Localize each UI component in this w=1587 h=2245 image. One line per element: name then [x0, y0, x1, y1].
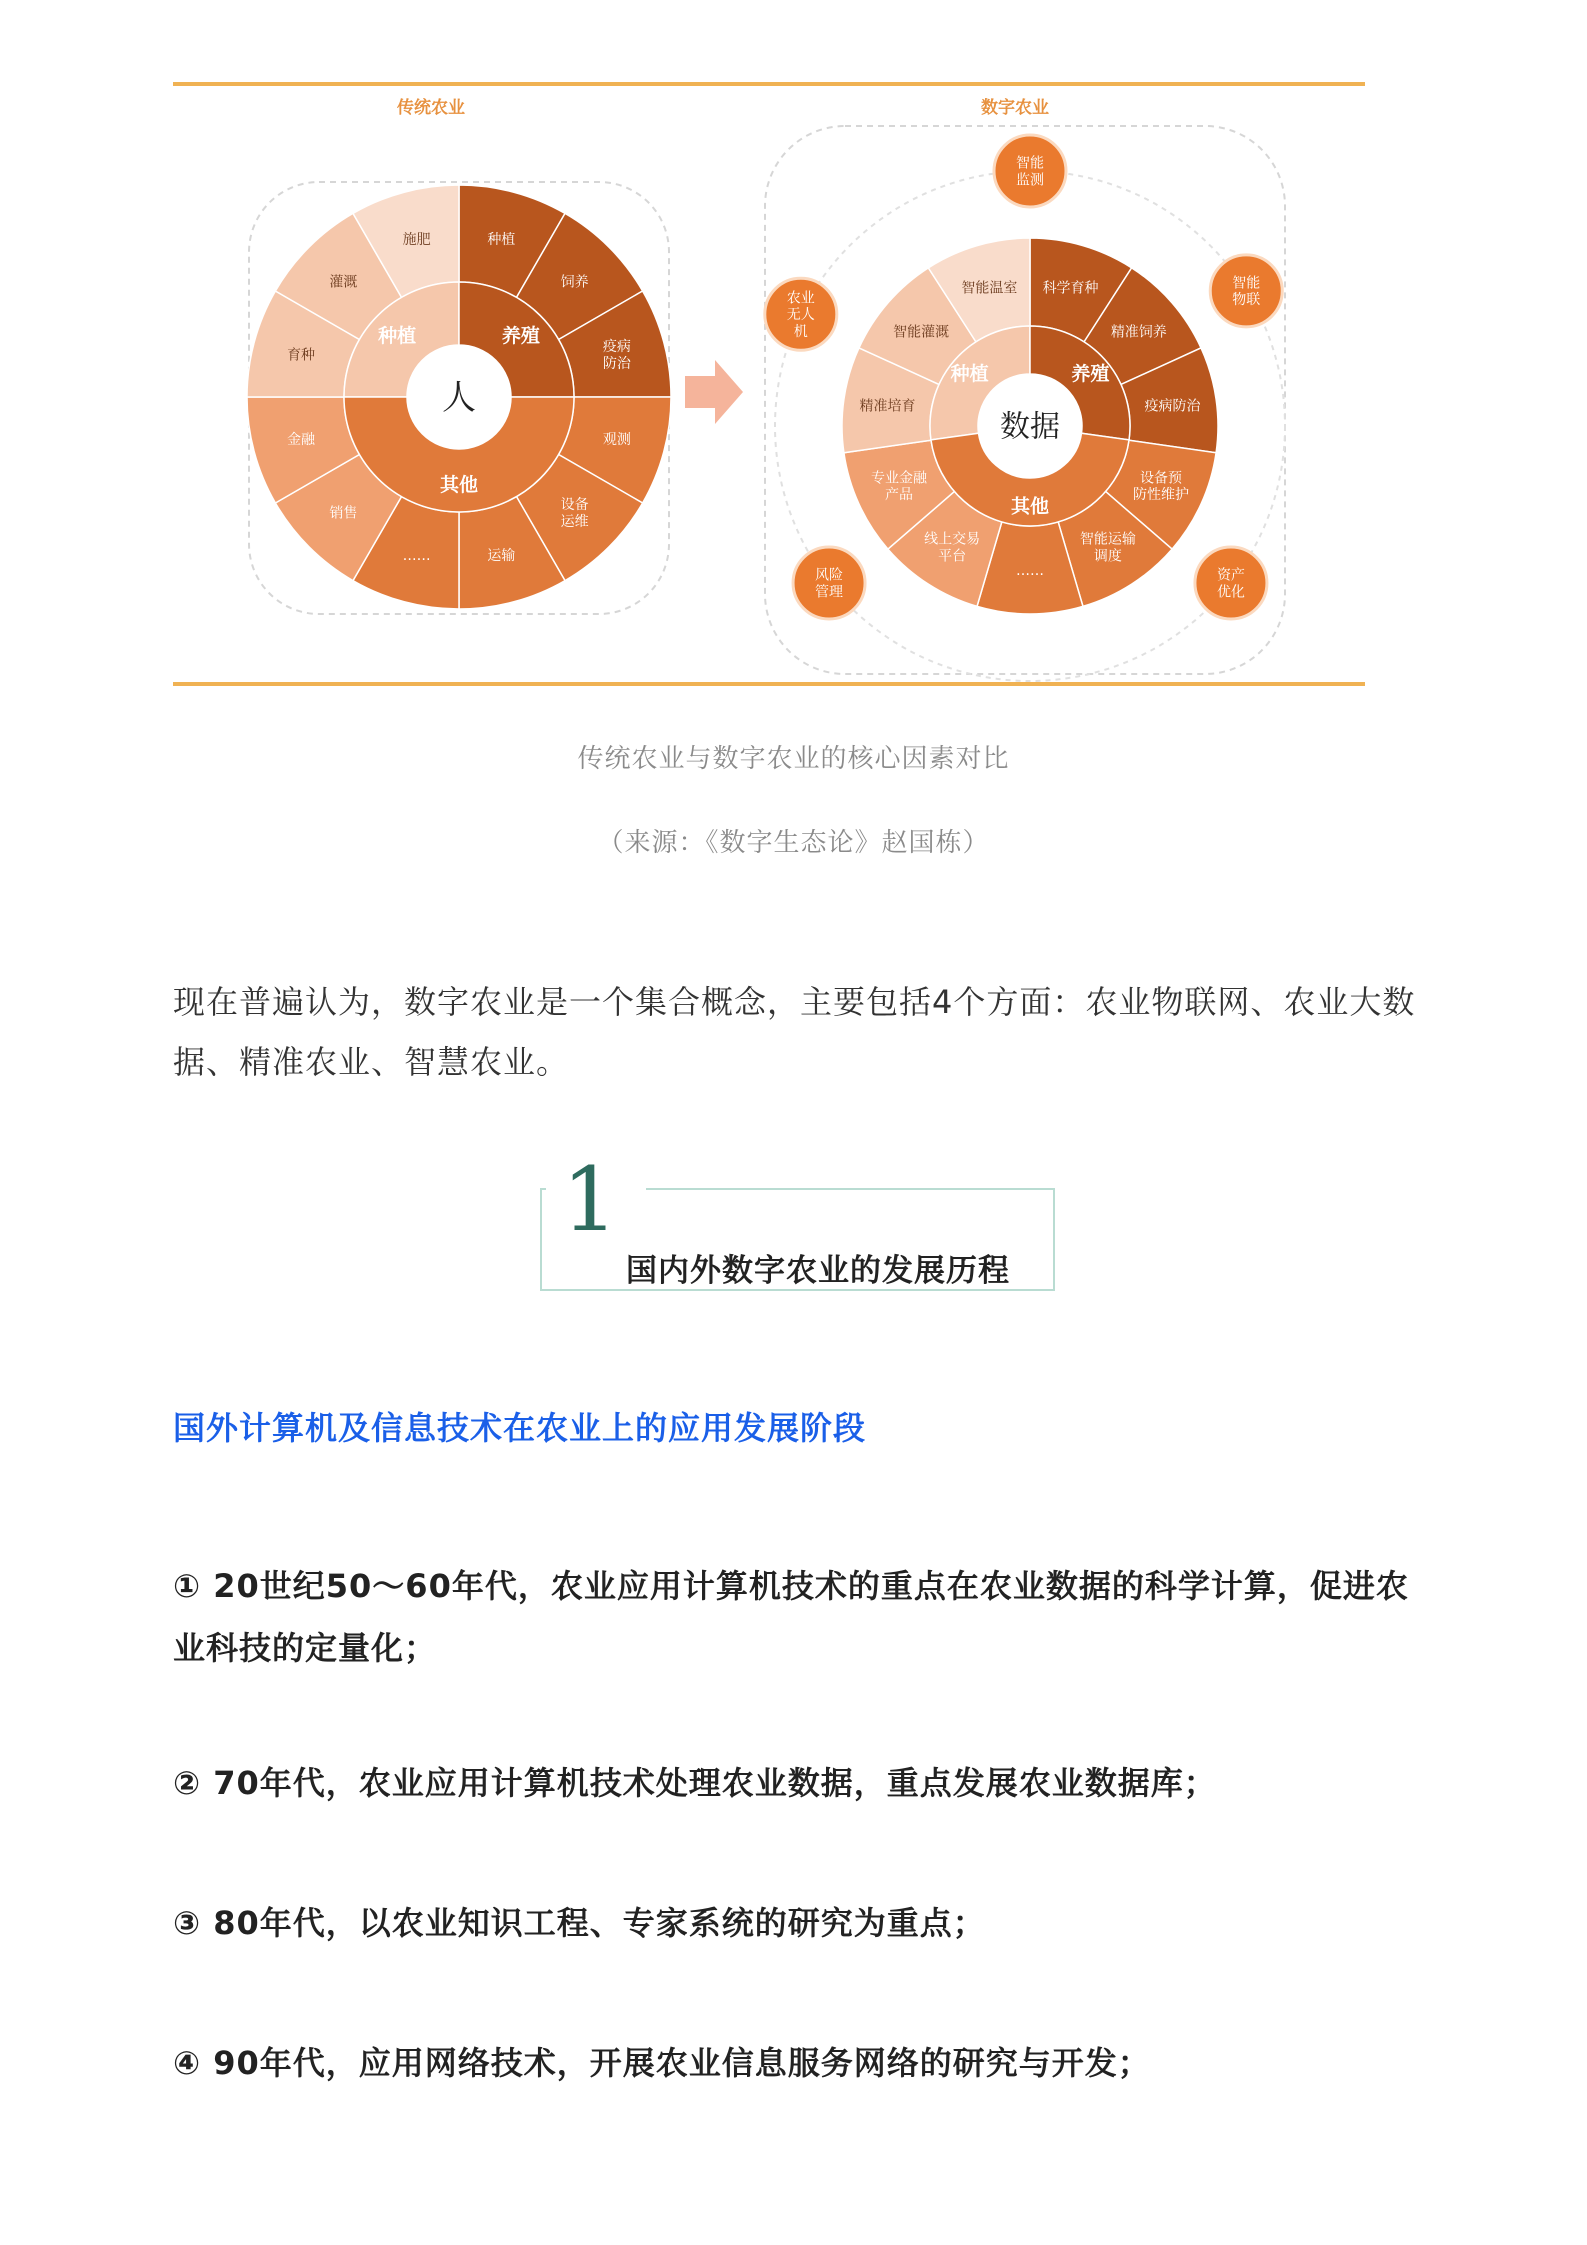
segment-label: 销售 — [329, 505, 358, 522]
segment-label: 疫病防治 — [602, 339, 631, 372]
segment-label: …… — [402, 547, 431, 564]
stage-item: ④ 90年代，应用网络技术，开展农业信息服务网络的研究与开发； — [173, 2044, 1151, 2082]
segment-label: 设备运维 — [560, 497, 589, 530]
right-panel-title: 数字农业 — [981, 98, 1049, 118]
section-title: 国内外数字农业的发展历程 — [626, 1253, 1010, 1289]
segment-label: …… — [1016, 562, 1044, 579]
category-label: 其他 — [1010, 495, 1050, 518]
segment-label: 饲养 — [560, 274, 589, 291]
segment-label: 运输 — [487, 547, 516, 564]
comparison-figure — [173, 80, 1365, 688]
figure-source: （来源：《数字生态论》赵国栋） — [597, 828, 990, 858]
segment-label: 智能灌溉 — [893, 324, 950, 341]
segment-label: 科学育种 — [1042, 280, 1099, 297]
stage-item: ① 20世纪50～60年代，农业应用计算机技术的重点在农业数据的科学计算，促进农业科技的定量化； — [173, 1567, 1409, 1667]
stage-item: ③ 80年代，以农业知识工程、专家系统的研究为重点； — [173, 1904, 986, 1942]
category-label: 养殖 — [501, 324, 540, 347]
segment-label: 施肥 — [402, 231, 431, 248]
category-label: 其他 — [439, 474, 479, 497]
intro-paragraph: 现在普遍认为，数字农业是一个集合概念，主要包括4个方面：农业物联网、农业大数据、精准农业、智慧农业。 — [173, 983, 1416, 1081]
segment-label: 智能温室 — [961, 280, 1018, 297]
right-ring — [842, 238, 1218, 614]
segment-label: 灌溉 — [329, 274, 358, 291]
left-panel-title: 传统农业 — [397, 98, 465, 118]
satellite-label: 智能监测 — [1016, 155, 1044, 189]
comparison-diagram — [173, 80, 1365, 688]
stage-item: ② 70年代，农业应用计算机技术处理农业数据，重点发展农业数据库； — [173, 1764, 1217, 1802]
segment-label: 精准培育 — [859, 398, 916, 415]
segment-label: 育种 — [287, 347, 316, 364]
segment-label: 精准饲养 — [1110, 324, 1167, 341]
category-label: 种植 — [950, 363, 989, 386]
satellite-label: 农业无人机 — [786, 290, 815, 340]
left-ring — [247, 185, 671, 609]
segment-label: 金融 — [287, 432, 316, 449]
segment-label: 设备预防性维护 — [1132, 470, 1189, 504]
segment-label: 种植 — [487, 231, 516, 248]
segment-label: 观测 — [602, 432, 631, 449]
satellite-label: 风险管理 — [815, 567, 844, 601]
segment-label: 疫病防治 — [1144, 398, 1201, 415]
satellite-label: 智能物联 — [1232, 275, 1261, 309]
segment-label: 智能运输调度 — [1079, 531, 1136, 565]
category-label: 种植 — [378, 324, 417, 347]
figure-caption: 传统农业与数字农业的核心因素对比 — [577, 744, 1010, 774]
transition-arrow-icon — [685, 360, 743, 424]
satellite-label: 资产优化 — [1216, 567, 1245, 601]
center-label: 数据 — [1000, 409, 1060, 445]
section-number: 1 — [562, 1148, 618, 1251]
category-label: 养殖 — [1071, 363, 1110, 386]
center-label: 人 — [442, 377, 476, 418]
sub-heading: 国外计算机及信息技术在农业上的应用发展阶段 — [173, 1409, 867, 1447]
segment-label: 专业金融产品 — [871, 470, 928, 504]
segment-label: 线上交易平台 — [924, 531, 981, 565]
